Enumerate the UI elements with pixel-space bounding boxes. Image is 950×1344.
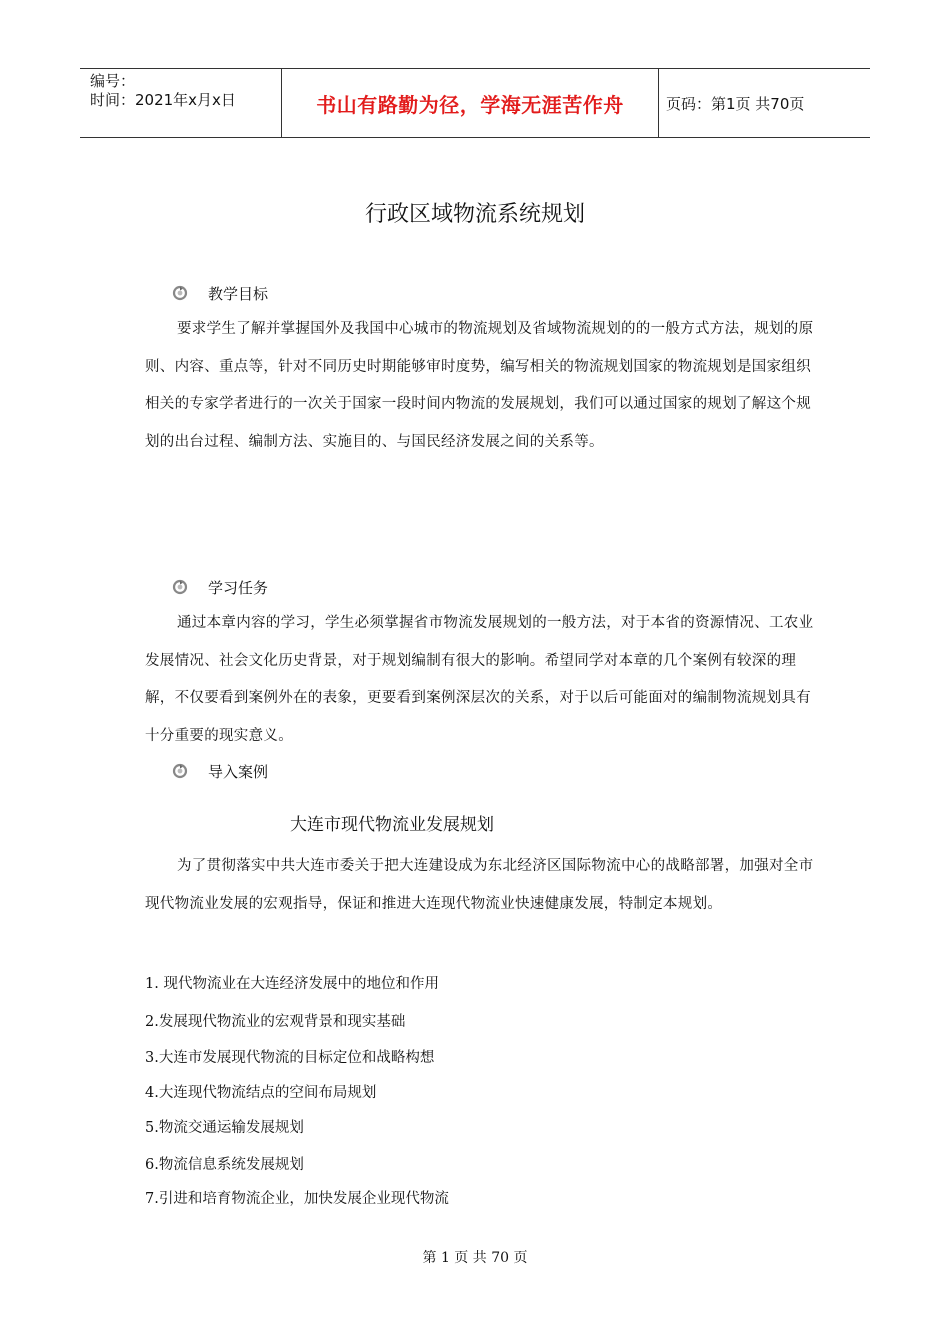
- recycle-bullet-icon: [172, 763, 188, 779]
- paragraph-text: 要求学生了解并掌握国外及我国中心城市的物流规划及省域物流规划的的一般方式方法，规划的原则、内容、重点等，针对不同历史时期能够审时度势，编写相关的物流规划国家的物流规划是国家组织相关的专家学者进行的一次关于国家一段时间内物流的发展规划，我们可以通过国家的规划了解这个规划的出台过程、编制方法、实施目的、与国民经济发展之间的关系等。: [145, 321, 814, 450]
- case-list-item: 7.引进和培育物流企业，加快发展企业现代物流: [145, 1191, 449, 1207]
- section-heading-intro-case: [172, 760, 268, 782]
- header-page-cell: [658, 69, 870, 137]
- case-title: 大连市现代物流业发展规划: [290, 815, 494, 835]
- section-heading-teaching-goals: [172, 282, 268, 304]
- paragraph-text: 为了贯彻落实中共大连市委关于把大连建设成为东北经济区国际物流中心的战略部署，加强对全市现代物流业发展的宏观指导，保证和推进大连现代物流业快速健康发展，特制定本规划。: [145, 858, 814, 912]
- paragraph-text: 通过本章内容的学习，学生必须掌握省市物流发展规划的一般方法，对于本省的资源情况、工农业发展情况、社会文化历史背景，对于规划编制有很大的影响。希望同学对本章的几个案例有较深的理解，不仅要看到案例外在的表象，更要看到案例深层次的关系，对于以后可能面对的编制物流规划具有十分重要的现实意义。: [145, 615, 814, 744]
- paragraph-teaching-goals: [145, 311, 815, 461]
- document-title: 行政区域物流系统规划: [364, 202, 585, 227]
- case-list-item: 4.大连现代物流结点的空间布局规划: [145, 1085, 377, 1101]
- section-heading-learning-tasks: [172, 576, 268, 598]
- paragraph-learning-tasks: [145, 605, 815, 755]
- case-list-item: 6.物流信息系统发展规划: [145, 1157, 304, 1173]
- header-table: [80, 68, 870, 138]
- case-list-item: 5.物流交通运输发展规划: [145, 1120, 304, 1136]
- section-heading-text: 学习任务: [208, 578, 269, 597]
- case-intro: [145, 848, 815, 923]
- document-number: 编号：: [90, 72, 136, 90]
- header-meta-cell: [80, 69, 280, 137]
- section-heading-text: 教学目标: [208, 284, 269, 303]
- case-list-item: 2.发展现代物流业的宏观背景和现实基础: [145, 1014, 406, 1030]
- recycle-bullet-icon: [172, 285, 188, 301]
- page-footer: 第 1 页 共 70 页: [422, 1250, 528, 1266]
- case-list-item: 1. 现代物流业在大连经济发展中的地位和作用: [145, 976, 439, 992]
- recycle-bullet-icon: [172, 579, 188, 595]
- document-date: 时间：2021年x月x日: [90, 91, 236, 109]
- page-code: 页码：第1页 共70页: [666, 94, 805, 113]
- header-motto-cell: [281, 69, 659, 137]
- section-heading-text: 导入案例: [208, 762, 269, 781]
- motto: 书山有路勤为径，学海无涯苦作舟: [316, 92, 624, 117]
- case-list-item: 3.大连市发展现代物流的目标定位和战略构想: [145, 1050, 435, 1066]
